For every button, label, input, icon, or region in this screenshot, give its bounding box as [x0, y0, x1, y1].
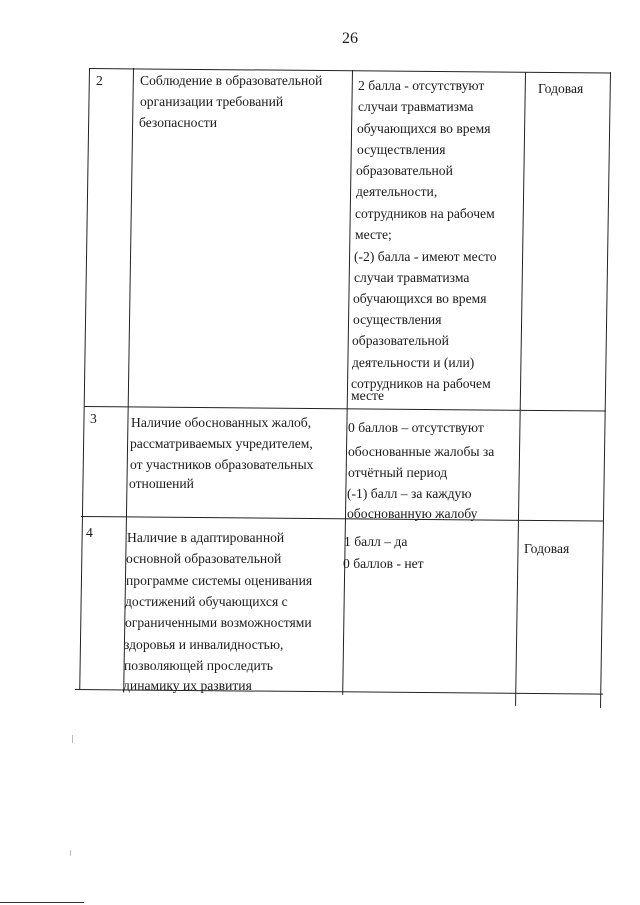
scoring-line: случаи травматизма: [354, 270, 470, 285]
scoring-line: 2 балла - отсутствуют: [358, 78, 485, 93]
scan-speck: [70, 850, 71, 856]
criterion-line: достижений обучающихся с: [125, 594, 288, 609]
row-number: 2: [96, 73, 103, 88]
scoring-line: обоснованные жалобы за: [348, 444, 495, 459]
row-divider-3-4: [81, 516, 603, 522]
criterion-line: Наличие обоснованных жалоб,: [131, 415, 312, 430]
criterion-line: динамику их развития: [123, 678, 252, 693]
criterion-line: Наличие в адаптированной: [127, 530, 285, 545]
scoring-line: деятельности,: [356, 184, 438, 199]
scoring-line: образовательной: [356, 163, 453, 178]
criterion-line: организации требований: [140, 94, 284, 109]
scoring-line: сотрудников на рабочем: [355, 206, 495, 221]
criterion-line: безопасности: [139, 115, 218, 130]
scoring-line: месте;: [355, 227, 392, 242]
criterion-line: основной образовательной: [126, 551, 282, 566]
table-border-left: [79, 68, 90, 690]
scoring-line: отчётный период: [348, 465, 448, 480]
scoring-line: 1 балл – да: [344, 534, 408, 549]
scoring-line: обучающихся во время: [357, 121, 491, 136]
scoring-line: сотрудников на рабочем: [351, 376, 491, 391]
criterion-line: здоровья и инвалидностью,: [124, 637, 284, 652]
scoring-line: образовательной: [352, 333, 449, 348]
scoring-line: 0 баллов – отсутствуют: [348, 420, 484, 435]
criterion-line: отношений: [129, 476, 194, 491]
row-number: 4: [86, 525, 93, 540]
scoring-line: 0 баллов - нет: [343, 556, 424, 571]
criterion-line: ограниченными возможностями: [125, 615, 312, 630]
criterion-line: Соблюдение в образовательной: [140, 73, 323, 88]
scoring-line: месте: [351, 388, 384, 403]
criterion-line: программе системы оценивания: [126, 573, 313, 588]
criterion-line: рассматриваемых учредителем,: [130, 436, 313, 451]
row-number: 3: [90, 411, 97, 426]
scan-speck: [72, 735, 73, 743]
scoring-line: случаи травматизма: [358, 99, 474, 114]
scoring-line: осуществления: [353, 312, 442, 327]
scan-edge-line: [0, 902, 84, 903]
criterion-line: позволяющей проследить: [124, 658, 273, 673]
period-cell: Годовая: [524, 541, 570, 556]
period-cell: Годовая: [538, 81, 584, 96]
table-border-right: [600, 72, 611, 708]
scoring-line: деятельности и (или): [352, 355, 475, 370]
criterion-line: от участников образовательных: [130, 457, 314, 472]
page-number: 26: [342, 30, 358, 47]
scoring-line: обучающихся во время: [353, 291, 487, 306]
scoring-line: (-1) балл – за каждую: [347, 486, 472, 501]
scoring-line: осуществления: [357, 142, 446, 157]
scoring-line: обоснованную жалобу: [347, 506, 478, 521]
scoring-line: (-2) балла - имеют место: [354, 249, 497, 264]
col-divider-3: [515, 72, 526, 706]
row-divider-2-3: [84, 406, 606, 412]
